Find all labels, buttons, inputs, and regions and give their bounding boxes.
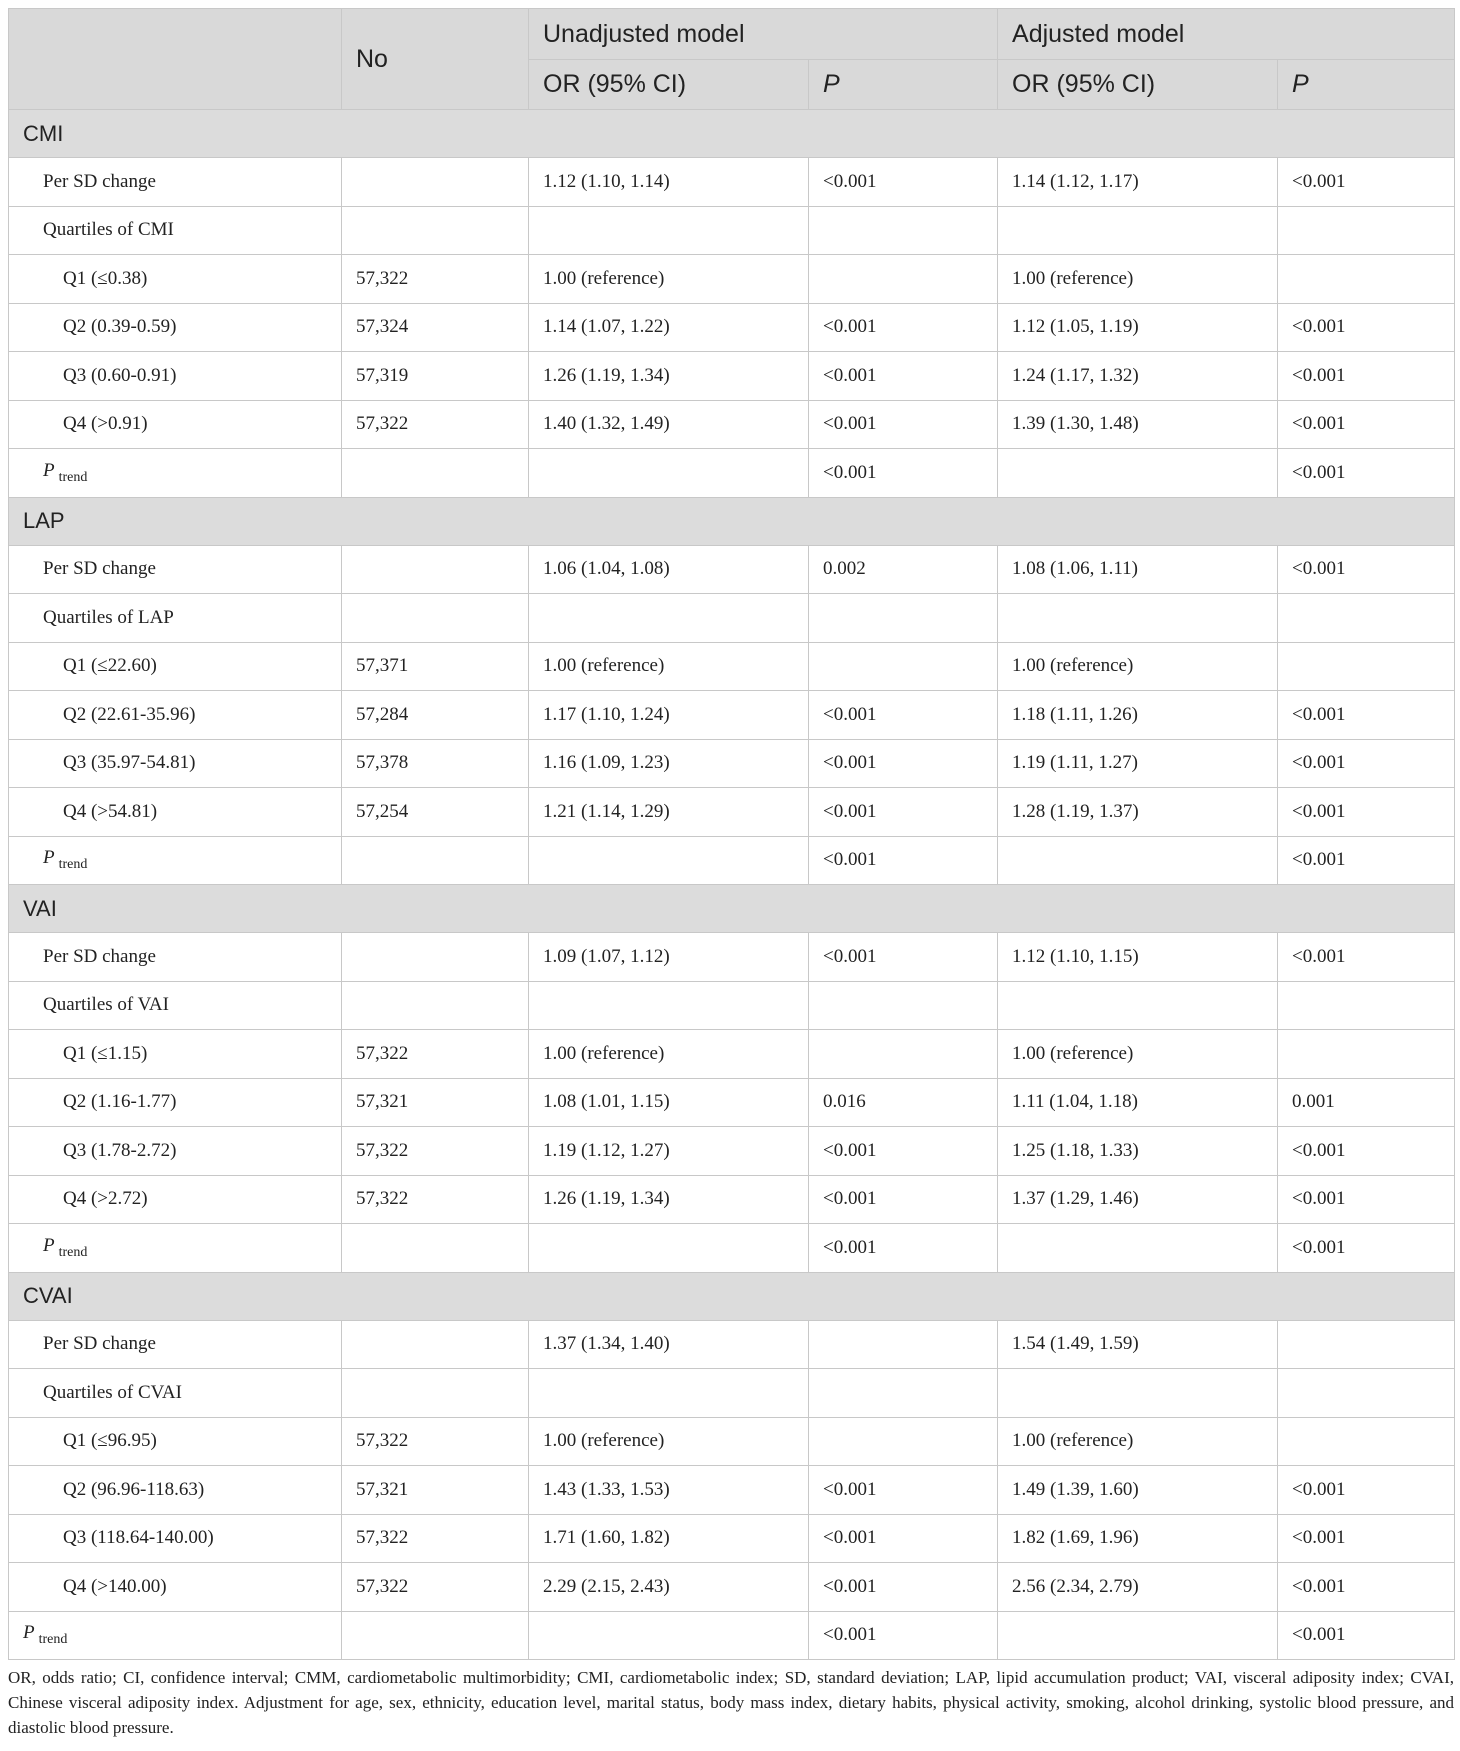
table-row — [9, 933, 1455, 982]
table-row — [9, 1611, 1455, 1660]
cell-p-adjusted — [1278, 594, 1455, 643]
row-label: Q1 (≤0.38) — [9, 255, 342, 304]
cell-p-unadjusted: <0.001 — [809, 158, 998, 207]
row-label: Per SD change — [9, 545, 342, 594]
cell-no: 57,322 — [342, 1175, 529, 1224]
cell-no — [342, 545, 529, 594]
cell-p-unadjusted — [809, 1417, 998, 1466]
row-label: Q1 (≤96.95) — [9, 1417, 342, 1466]
cell-no: 57,321 — [342, 1466, 529, 1515]
cell-or-unadjusted — [529, 981, 809, 1030]
header-blank — [9, 9, 342, 110]
row-label — [9, 836, 342, 885]
cell-or-adjusted — [998, 1224, 1278, 1273]
cell-or-adjusted — [998, 1369, 1278, 1418]
cell-or-unadjusted — [529, 836, 809, 885]
cell-no — [342, 206, 529, 255]
cell-p-adjusted — [1278, 206, 1455, 255]
cell-or-adjusted: 1.08 (1.06, 1.11) — [998, 545, 1278, 594]
cell-no — [342, 1224, 529, 1273]
cell-p-unadjusted: <0.001 — [809, 449, 998, 498]
cell-no — [342, 1369, 529, 1418]
cell-or-unadjusted: 1.09 (1.07, 1.12) — [529, 933, 809, 982]
cell-p-unadjusted: <0.001 — [809, 933, 998, 982]
cell-p-unadjusted: <0.001 — [809, 1563, 998, 1612]
cell-no: 57,254 — [342, 788, 529, 837]
cell-no: 57,322 — [342, 1127, 529, 1176]
cell-p-adjusted: <0.001 — [1278, 788, 1455, 837]
cell-p-adjusted — [1278, 1369, 1455, 1418]
cell-p-unadjusted: <0.001 — [809, 1175, 998, 1224]
cell-no: 57,322 — [342, 400, 529, 449]
row-label: Q3 (118.64-140.00) — [9, 1514, 342, 1563]
cell-or-adjusted: 1.19 (1.11, 1.27) — [998, 739, 1278, 788]
row-label: Quartiles of CMI — [9, 206, 342, 255]
section-header — [9, 1272, 1455, 1320]
table-row — [9, 1320, 1455, 1369]
table-body — [9, 110, 1455, 1660]
row-label: Q2 (22.61-35.96) — [9, 691, 342, 740]
cell-or-adjusted: 1.12 (1.10, 1.15) — [998, 933, 1278, 982]
cell-p-adjusted: <0.001 — [1278, 1514, 1455, 1563]
cell-or-adjusted: 1.25 (1.18, 1.33) — [998, 1127, 1278, 1176]
table-row — [9, 1466, 1455, 1515]
p-trend-subscript: trend — [58, 857, 88, 873]
row-label: Q2 (96.96-118.63) — [9, 1466, 342, 1515]
cell-p-adjusted: <0.001 — [1278, 739, 1455, 788]
table-row — [9, 691, 1455, 740]
table-row — [9, 303, 1455, 352]
cell-p-unadjusted — [809, 642, 998, 691]
section-header — [9, 110, 1455, 158]
cell-p-adjusted — [1278, 642, 1455, 691]
cell-or-unadjusted: 1.00 (reference) — [529, 642, 809, 691]
cell-no: 57,324 — [342, 303, 529, 352]
cell-or-adjusted: 1.37 (1.29, 1.46) — [998, 1175, 1278, 1224]
table-row — [9, 981, 1455, 1030]
cell-or-unadjusted: 1.00 (reference) — [529, 255, 809, 304]
cell-or-unadjusted: 1.14 (1.07, 1.22) — [529, 303, 809, 352]
cell-or-adjusted: 1.18 (1.11, 1.26) — [998, 691, 1278, 740]
cell-or-adjusted — [998, 836, 1278, 885]
row-label: Q3 (35.97-54.81) — [9, 739, 342, 788]
p-trend-subscript: trend — [38, 1632, 68, 1648]
section-header — [9, 497, 1455, 545]
row-label: Q4 (>2.72) — [9, 1175, 342, 1224]
table-row — [9, 594, 1455, 643]
cell-no: 57,322 — [342, 255, 529, 304]
row-label: Q3 (1.78-2.72) — [9, 1127, 342, 1176]
odds-ratio-table — [8, 8, 1455, 1660]
header-or-unadjusted: OR (95% CI) — [529, 60, 809, 110]
cell-no: 57,322 — [342, 1514, 529, 1563]
table-row — [9, 545, 1455, 594]
cell-no: 57,371 — [342, 642, 529, 691]
cell-p-adjusted: <0.001 — [1278, 1224, 1455, 1273]
cell-or-adjusted: 1.00 (reference) — [998, 255, 1278, 304]
cell-or-unadjusted: 1.21 (1.14, 1.29) — [529, 788, 809, 837]
results-table-container — [8, 8, 1454, 1740]
cell-or-unadjusted: 1.00 (reference) — [529, 1417, 809, 1466]
p-trend-subscript: trend — [58, 469, 88, 485]
cell-p-adjusted: <0.001 — [1278, 352, 1455, 401]
cell-or-adjusted: 1.39 (1.30, 1.48) — [998, 400, 1278, 449]
cell-or-unadjusted: 1.08 (1.01, 1.15) — [529, 1078, 809, 1127]
cell-or-unadjusted: 1.37 (1.34, 1.40) — [529, 1320, 809, 1369]
cell-p-unadjusted — [809, 1369, 998, 1418]
section-title: VAI — [9, 885, 1455, 933]
table-row — [9, 400, 1455, 449]
table-row — [9, 788, 1455, 837]
cell-or-unadjusted: 1.19 (1.12, 1.27) — [529, 1127, 809, 1176]
cell-p-adjusted: <0.001 — [1278, 545, 1455, 594]
row-label: Quartiles of LAP — [9, 594, 342, 643]
cell-or-adjusted: 1.14 (1.12, 1.17) — [998, 158, 1278, 207]
cell-or-unadjusted: 1.71 (1.60, 1.82) — [529, 1514, 809, 1563]
table-row — [9, 1563, 1455, 1612]
cell-p-unadjusted: <0.001 — [809, 788, 998, 837]
cell-or-unadjusted: 1.06 (1.04, 1.08) — [529, 545, 809, 594]
row-label: Q3 (0.60-0.91) — [9, 352, 342, 401]
cell-or-unadjusted: 1.43 (1.33, 1.53) — [529, 1466, 809, 1515]
table-row — [9, 206, 1455, 255]
cell-no: 57,284 — [342, 691, 529, 740]
row-label: Q1 (≤1.15) — [9, 1030, 342, 1079]
cell-or-adjusted — [998, 981, 1278, 1030]
cell-p-adjusted: <0.001 — [1278, 449, 1455, 498]
cell-p-unadjusted: <0.001 — [809, 1127, 998, 1176]
cell-or-adjusted: 1.00 (reference) — [998, 1030, 1278, 1079]
cell-or-unadjusted: 1.26 (1.19, 1.34) — [529, 1175, 809, 1224]
cell-p-unadjusted: <0.001 — [809, 739, 998, 788]
cell-no: 57,322 — [342, 1417, 529, 1466]
cell-p-adjusted: <0.001 — [1278, 1563, 1455, 1612]
table-row — [9, 352, 1455, 401]
cell-or-unadjusted: 1.12 (1.10, 1.14) — [529, 158, 809, 207]
cell-p-unadjusted: <0.001 — [809, 1466, 998, 1515]
cell-p-unadjusted: 0.002 — [809, 545, 998, 594]
cell-p-unadjusted — [809, 1320, 998, 1369]
cell-no — [342, 933, 529, 982]
cell-or-unadjusted: 1.17 (1.10, 1.24) — [529, 691, 809, 740]
p-trend-subscript: trend — [58, 1244, 88, 1260]
cell-no — [342, 1320, 529, 1369]
p-trend-label: P — [23, 1622, 35, 1644]
header-adjusted-model: Adjusted model — [998, 9, 1455, 60]
cell-p-adjusted — [1278, 1417, 1455, 1466]
cell-p-unadjusted: <0.001 — [809, 352, 998, 401]
cell-p-adjusted: <0.001 — [1278, 303, 1455, 352]
cell-p-adjusted — [1278, 1320, 1455, 1369]
cell-p-adjusted: <0.001 — [1278, 836, 1455, 885]
header-unadjusted-model: Unadjusted model — [529, 9, 998, 60]
cell-no — [342, 981, 529, 1030]
table-row — [9, 1369, 1455, 1418]
row-label: Q4 (>54.81) — [9, 788, 342, 837]
table-row — [9, 836, 1455, 885]
cell-or-adjusted: 1.82 (1.69, 1.96) — [998, 1514, 1278, 1563]
cell-or-adjusted: 1.28 (1.19, 1.37) — [998, 788, 1278, 837]
cell-or-unadjusted — [529, 449, 809, 498]
table-row — [9, 1224, 1455, 1273]
cell-or-adjusted: 1.12 (1.05, 1.19) — [998, 303, 1278, 352]
row-label: Per SD change — [9, 933, 342, 982]
cell-p-adjusted — [1278, 255, 1455, 304]
cell-p-unadjusted: <0.001 — [809, 1514, 998, 1563]
cell-p-unadjusted — [809, 255, 998, 304]
cell-no — [342, 836, 529, 885]
table-row — [9, 1514, 1455, 1563]
cell-or-unadjusted: 1.16 (1.09, 1.23) — [529, 739, 809, 788]
table-row — [9, 739, 1455, 788]
cell-or-unadjusted: 1.40 (1.32, 1.49) — [529, 400, 809, 449]
row-label: Q2 (0.39-0.59) — [9, 303, 342, 352]
cell-or-unadjusted: 2.29 (2.15, 2.43) — [529, 1563, 809, 1612]
cell-no: 57,321 — [342, 1078, 529, 1127]
cell-or-adjusted: 1.49 (1.39, 1.60) — [998, 1466, 1278, 1515]
cell-or-unadjusted — [529, 1369, 809, 1418]
cell-p-unadjusted — [809, 206, 998, 255]
row-label — [9, 1611, 342, 1660]
cell-or-adjusted — [998, 1611, 1278, 1660]
cell-or-unadjusted: 1.26 (1.19, 1.34) — [529, 352, 809, 401]
row-label: Q4 (>140.00) — [9, 1563, 342, 1612]
cell-p-unadjusted: <0.001 — [809, 691, 998, 740]
cell-or-adjusted — [998, 449, 1278, 498]
cell-no — [342, 158, 529, 207]
cell-or-unadjusted — [529, 594, 809, 643]
cell-or-unadjusted — [529, 1224, 809, 1273]
cell-p-unadjusted — [809, 1030, 998, 1079]
cell-or-unadjusted — [529, 1611, 809, 1660]
section-title: CMI — [9, 110, 1455, 158]
section-title: CVAI — [9, 1272, 1455, 1320]
cell-p-unadjusted: <0.001 — [809, 303, 998, 352]
table-footnote: OR, odds ratio; CI, confidence interval; CMM, cardiometabolic multimorbidity; CMI, cardiometabolic index; SD, standard deviation; LAP, lipid accumulation product; VAI, visceral adiposity index; CVAI, Chinese visceral adiposity index. Adjustment for age, sex, ethnicity, education level, marital status, body mass index, dietary habits, physical activity, smoking, alcohol drinking, systolic blood pressure, and diastolic blood pressure. — [8, 1668, 1454, 1737]
cell-no — [342, 594, 529, 643]
p-trend-label: P — [43, 847, 55, 869]
cell-or-adjusted: 2.56 (2.34, 2.79) — [998, 1563, 1278, 1612]
section-header — [9, 885, 1455, 933]
cell-no: 57,322 — [342, 1030, 529, 1079]
cell-or-adjusted: 1.00 (reference) — [998, 642, 1278, 691]
table-row — [9, 642, 1455, 691]
cell-no — [342, 1611, 529, 1660]
row-label: Q4 (>0.91) — [9, 400, 342, 449]
cell-p-adjusted: <0.001 — [1278, 691, 1455, 740]
table-row — [9, 1030, 1455, 1079]
header-no: No — [342, 9, 529, 110]
row-label: Q1 (≤22.60) — [9, 642, 342, 691]
cell-no — [342, 449, 529, 498]
row-label: Quartiles of VAI — [9, 981, 342, 1030]
cell-p-unadjusted: <0.001 — [809, 1224, 998, 1273]
p-trend-label: P — [43, 459, 55, 481]
header-or-adjusted: OR (95% CI) — [998, 60, 1278, 110]
header-p-unadjusted: P — [809, 60, 998, 110]
cell-p-unadjusted — [809, 981, 998, 1030]
cell-p-adjusted: <0.001 — [1278, 400, 1455, 449]
table-row — [9, 1078, 1455, 1127]
table-row — [9, 158, 1455, 207]
row-label: Q2 (1.16-1.77) — [9, 1078, 342, 1127]
row-label: Per SD change — [9, 1320, 342, 1369]
cell-p-adjusted — [1278, 981, 1455, 1030]
table-row — [9, 1175, 1455, 1224]
cell-or-adjusted: 1.54 (1.49, 1.59) — [998, 1320, 1278, 1369]
cell-p-adjusted — [1278, 1030, 1455, 1079]
cell-p-adjusted: <0.001 — [1278, 1611, 1455, 1660]
table-row — [9, 255, 1455, 304]
cell-p-adjusted: <0.001 — [1278, 1466, 1455, 1515]
cell-or-adjusted: 1.24 (1.17, 1.32) — [998, 352, 1278, 401]
table-header — [9, 9, 1455, 110]
header-p-adjusted: P — [1278, 60, 1455, 110]
cell-or-adjusted: 1.00 (reference) — [998, 1417, 1278, 1466]
section-title: LAP — [9, 497, 1455, 545]
row-label: Per SD change — [9, 158, 342, 207]
cell-or-adjusted — [998, 206, 1278, 255]
row-label — [9, 449, 342, 498]
cell-p-unadjusted — [809, 594, 998, 643]
cell-or-unadjusted — [529, 206, 809, 255]
cell-or-unadjusted: 1.00 (reference) — [529, 1030, 809, 1079]
cell-p-adjusted: <0.001 — [1278, 1175, 1455, 1224]
cell-no: 57,378 — [342, 739, 529, 788]
cell-p-adjusted: 0.001 — [1278, 1078, 1455, 1127]
cell-p-unadjusted: <0.001 — [809, 1611, 998, 1660]
cell-p-adjusted: <0.001 — [1278, 1127, 1455, 1176]
row-label — [9, 1224, 342, 1273]
cell-no: 57,319 — [342, 352, 529, 401]
cell-p-unadjusted: 0.016 — [809, 1078, 998, 1127]
table-row — [9, 1417, 1455, 1466]
cell-or-adjusted: 1.11 (1.04, 1.18) — [998, 1078, 1278, 1127]
cell-p-adjusted: <0.001 — [1278, 158, 1455, 207]
cell-p-unadjusted: <0.001 — [809, 400, 998, 449]
table-row — [9, 1127, 1455, 1176]
row-label: Quartiles of CVAI — [9, 1369, 342, 1418]
p-trend-label: P — [43, 1234, 55, 1256]
cell-p-adjusted: <0.001 — [1278, 933, 1455, 982]
cell-p-unadjusted: <0.001 — [809, 836, 998, 885]
cell-no: 57,322 — [342, 1563, 529, 1612]
table-row — [9, 449, 1455, 498]
cell-or-adjusted — [998, 594, 1278, 643]
